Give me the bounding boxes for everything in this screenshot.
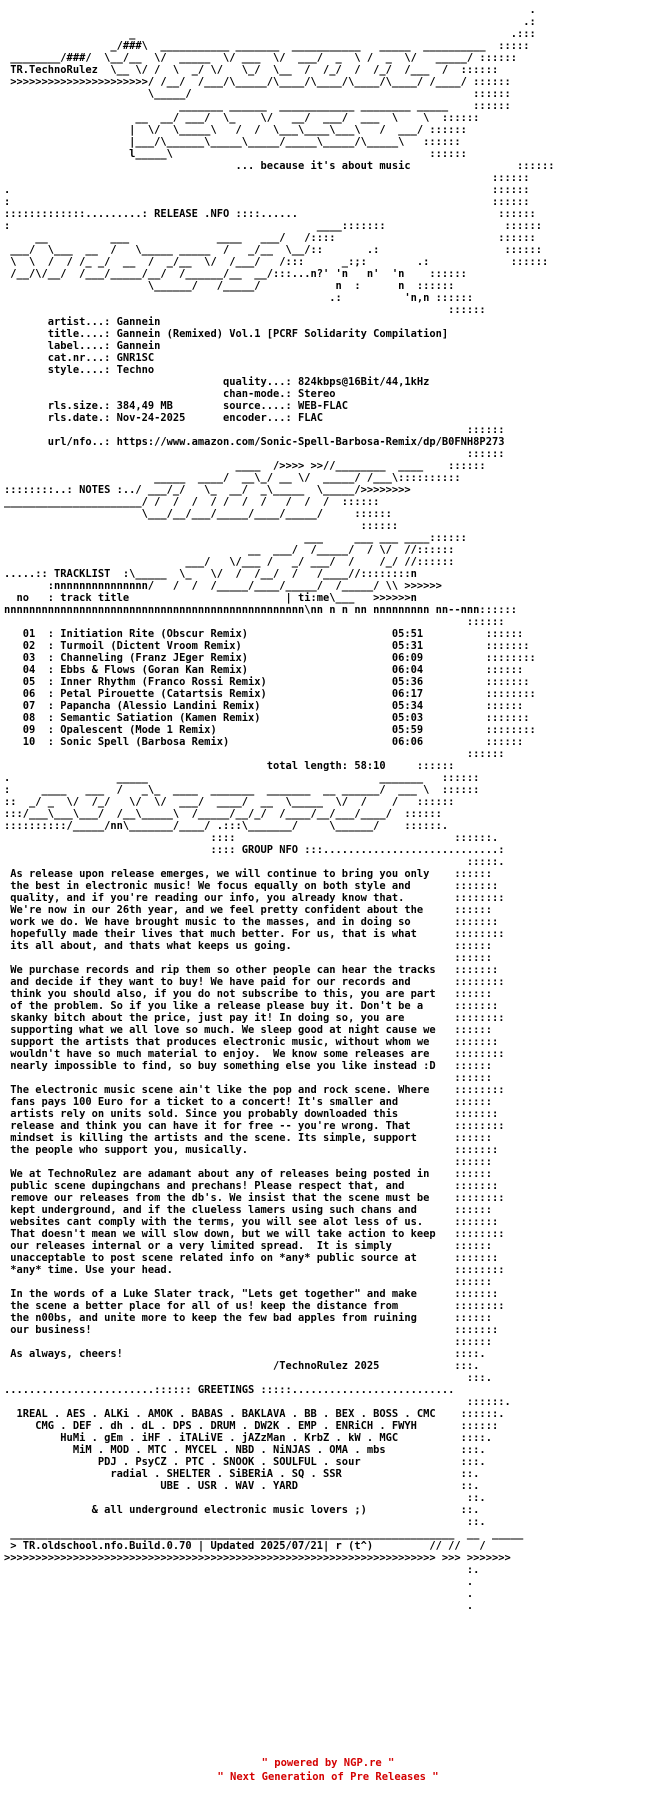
footer-nextgen: " Next Generation of Pre Releases " — [217, 1771, 439, 1783]
nfo-text — [4, 4, 652, 1612]
powered-text: powered by NGP.re — [274, 1757, 382, 1769]
nfo-body: . .: _ .::: _/###\ ___________ _______ ___________ _____ __________ ::::: ________/###/ \__/__ \/ _____ \/ ___ \/ ___/ _ \ / _ \/ _____/ :::::: TR.TechnoRulez \__ \/ / \ _/ \/ \_/ \__ / /_/ / /_/ /___ / :::::: >>>>>>>>>>>>>>>>>>>>>>/ /__/ /___/\_____/\____/\____/\____/\____/ /____/ :::::: \_____/ :::::: _______ ______ ____________ ________ _____ :::::: __ __/ ___/ \_ \/ __/ ___/ ___ \ \ :::::: | \/ \_____\ / / \___\____\___\ / ___/ :::::: |___/\______\_____\_____/_____\_____/\_____\ :::::: l_____\ :::::: ... because it's about music :::::: :::::: . :::::: : :::::: :::::::::::::.........: RELEASE .NFO ::::...... :::::: : ____::::::: :::::: __ ___ ____ ___/ /:::: :::::: ___/ \___ __ / \_____ _____ / _/__ \__/:: .: :::::: \ \ / / /_ _/ __ / _/__ \/ /___/ /::: _:;: .: :::::: /__/\/__/ /___/_____/__/ /______/__ __/:::...n?' 'n n' 'n :::::: \______/ /_____/ n : n :::::: .: 'n,n :::::: :::::: artist...: Gannein title....: Gannein (Remixed) Vol.1 [PCRF Solidarity Compilation] label....: Gannein cat.nr...: GNR1SC style....: Techno quality...: 824kbps@16Bit/44,1kHz chan-mode.: Stereo rls.size.: 384,49 MB source....: WEB-FLAC rls.date.: Nov-24-2025 encoder...: FLAC :::::: url/nfo..: https://www.amazon.com/Sonic-Spell-Barbosa-Remix/dp/B0FNH8P273 :::::: ____ />>>> >>//________ ____ :::::: _____ ____/ __\_/ __ \/ _____/ /___\:::::::::: ::::::::..: NOTES :../ ___/_/ \_ __/ _\_____ \_____/>>>>>>>> ______________________/ / / / / / / / / / / :::::: \___/__/___/_____/____/_____/ :::::: :::::: ___ ___ ___ ____:::::: __ ___/ /_____/ / \/ //:::::: ___/ \/___ / _/ ___/ / /_/ //:::::: .....:: TRACKLIST :\_____ \_ \/ / /__/ / /____//::::::::n :nnnnnnnnnnnnnnn/ / / /_____/____/_____/ /_____/ \\ >>>>>> no : track title | ti:me\___ >>>>>>n nnnnnnnnnnnnnnnnnnnnnnnnnnnnnnnnnnnnnnnnnnnnnnnn\nn n n nn nnnnnnnnn nn--nnn:::::: :::::: 01 : Initiation Rite (Obscur Remix) 05:51 :::::: 02 : Turmoil (Dictent Vroom Remix) 05:31 ::::::: 03 : Channeling (Franz JEger Remix) 06:09 :::::::: 04 : Ebbs & Flows (Goran Kan Remix) 06:04 :::::: 05 : Inner Rhythm (Franco Rossi Remix) 05:36 ::::::: 06 : Petal Pirouette (Catartsis Remix) 06:17 :::::::: 07 : Papancha (Alessio Landini Remix) 05:34 :::::: 08 : Semantic Satiation (Kamen Remix) 05:03 ::::::: 09 : Opalescent (Mode 1 Remix) 05:59 :::::::: 10 : Sonic Spell (Barbosa Remix) 06:06 :::::: :::::: total length: 58:10 :::::: . _____ _______ :::::: : ____ ___ / _\_ ____ _______ _______ __ ______/ ___ \ :::::: :: _/ _ \/ /_/ \/ \/ ___/ ____/ __ \_____ \/ / / :::::: :::/___\___\___/ /__\_____\ /_____/__/_/ /____/__/___/____/ :::::: ::::::::::/_____/nn\_______/____/ .:::\_______/ \______/ ::::::. :::: ::::::. :::: GROUP NFO :::............................: :::::. As release upon release emerges, we will continue to bring you only :::::: the best in electronic music! We focus equally on both style and ::::::: quality, and if you're reading our info, you already know that. :::::::: We're now in our 26th year, and we feel pretty confident about the :::::: work we do. We have brought music to the masses, and in doing so ::::::: hopefully made their lives that much better. For us, that is what :::::::: its all about, and thats what keeps us going. :::::: :::::: We purchase records and rip them so other people can hear the tracks ::::::: and decide if they want to buy! We have paid for our records and :::::::: think you should also, if you do not subscribe to this, you are part :::::: of the problem. So if you like a release please buy it. Don't be a ::::::: skanky bitch about the price, just pay it! In doing so, you are :::::::: supporting what we all love so much. We sleep good at night cause we :::::: support the artists that produces electronic music, without whom we ::::::: wouldn't have so much material to enjoy. We know some releases are :::::::: nearly impossible to find, so buy something else you like instead :D :::::: :::::: The electronic music scene ain't like the pop and rock scene. Where :::::::: fans pays 100 Euro for a ticket to a concert! It's smaller and :::::: artists rely on units sold. Since you probably downloaded this ::::::: release and think you can have it for free -- you're wrong. That :::::::: mindset is killing the artists and the scene. Its simple, support :::::: the people who support you, musically. ::::::: :::::: We at TechnoRulez are adamant about any of releases being posted in :::::: public scene dupingchans and prechans! Please respect that, and ::::::: remove our releases from the db's. We insist that the scene must be :::::::: kept underground, and if the clueless lamers using such chans and :::::: websites cant comply with the terms, you will see alot less of us. ::::::: That doesn't mean we will slow down, but we will take action to keep :::::::: our releases internal or a very limited spread. It is simply :::::: unacceptable to post scene related info on *any* public source at ::::::: *any* time. Use your head. :::::::: :::::: In the words of a Luke Slater track, "Lets get together" and make ::::::: the scene a better place for all of us! keep the distance from :::::::: the n00bs, and unite more to keep the few bad apples from ruining :::::: our business! ::::::: :::::: As always, cheers! ::::. /TechnoRulez 2025 :::. :::. ........................:::::: GREETINGS :::::.......................... ::::::. 1REAL . AES . ALKi . AMOK . BABAS . BAKLAVA . BB . BEX . BOSS . CMC ::::::. CMG . DEF . dh . dL . DPS . DRUM . DW2K . EMP . ENRiCH . FWYH :::::: HuMi . gEm . iHF . iTALiVE . jAZzMan . KrbZ . kW . MGC ::::. MiM . MOD . MTC . MYCEL . NBD . NiNJAS . OMA . mbs :::. PDJ . PsyCZ . PTC . SNOOK . SOULFUL . sour :::. radial . SHELTER . SiBERiA . SQ . SSR ::. UBE . USR . WAV . YARD ::. ::. & all underground electronic music lovers ;) ::. ::. _______________________________________________________________________ __ _____ > TR.oldschool.nfo.Build.0.70 | Updated 2025/07/21| r (t^) // // / >>>>>>>>>>>>>>>>>>>>>>>>>>>>>>>>>>>>>>>>>>>>>>>>>>>>>>>>>>>>>>>>>>>>> >>> >>>>>>> :. . . . — [4, 4, 555, 1612]
nextgen-text: Next Generation of Pre Releases — [230, 1771, 426, 1783]
footer-powered: " powered by NGP.re " — [261, 1757, 395, 1769]
